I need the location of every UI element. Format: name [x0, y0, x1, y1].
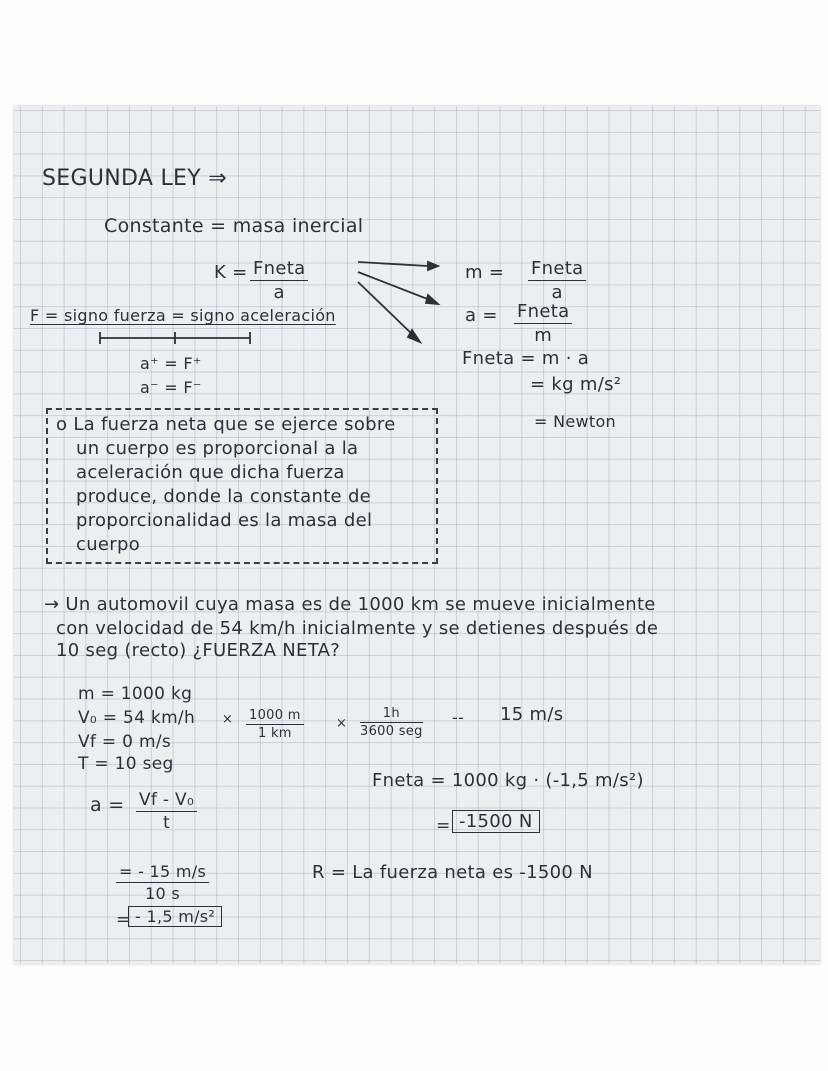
definition-line-2: un cuerpo es proporcional a la: [76, 438, 359, 459]
conversion-eq: --: [452, 708, 465, 727]
accel-fraction: $\frac{\text{Vf - V₀}}{t}$: [136, 790, 197, 833]
conversion-result: 15 m/s: [500, 704, 564, 725]
accel-result-eq: =: [116, 910, 131, 930]
constante-line: Constante = masa inercial: [104, 215, 364, 237]
a-fraction: Fneta m: [514, 301, 572, 346]
definition-line-1: o La fuerza neta que se ejerce sobre: [56, 414, 396, 435]
conversion-times: ×: [222, 712, 234, 727]
accel-result: - 1,5 m/s²: [128, 906, 222, 927]
k-lhs: K =: [214, 262, 248, 283]
definition-line-4: produce, donde la constante de: [76, 486, 372, 507]
data-vf: Vf = 0 m/s: [78, 732, 172, 752]
a-lhs: a =: [465, 305, 498, 326]
newton-line: = Newton: [534, 412, 616, 431]
data-time: T = 10 seg: [78, 754, 174, 774]
fneta-result: -1500 N: [452, 810, 540, 833]
m-fraction: Fneta a: [528, 258, 586, 303]
signo-line: F = signo fuerza = signo aceleración: [30, 306, 336, 325]
kg-line: = kg m/s²: [530, 374, 622, 395]
m-lhs: m =: [465, 262, 505, 283]
a-plus-line: a⁺ = F⁺: [140, 354, 202, 373]
definition-line-3: aceleración que dicha fuerza: [76, 462, 345, 483]
page-title: SEGUNDA LEY ⇒: [42, 166, 227, 191]
data-v0: V₀ = 54 km/h: [78, 708, 196, 728]
problem-line-3: 10 seg (recto) ¿FUERZA NETA?: [56, 640, 341, 661]
problem-line-2: con velocidad de 54 km/h inicialmente y se detienes después de: [56, 618, 659, 639]
accel-lhs: a =: [90, 794, 125, 816]
title-arrow: ⇒: [208, 166, 227, 191]
accel-step: $\frac{= - 15 m/s}{10 s}$: [116, 862, 209, 903]
conversion-fraction-1: $\frac{1000 m}{1 km}$: [246, 708, 304, 741]
fneta-equation: Fneta = m · a: [462, 348, 590, 369]
problem-line-1: → Un automovil cuya masa es de 1000 km se mueve inicialmente: [44, 594, 656, 615]
definition-line-5: proporcionalidad es la masa del: [76, 510, 373, 531]
data-mass: m = 1000 kg: [78, 684, 193, 704]
fneta-calculation: Fneta = 1000 kg · (-1,5 m/s²): [372, 770, 644, 791]
definition-line-6: cuerpo: [76, 534, 141, 555]
answer-line: R = La fuerza neta es -1500 N: [312, 862, 593, 883]
conversion-times-2: ×: [336, 716, 348, 731]
fneta-result-eq: =: [436, 816, 451, 836]
k-fraction: Fneta a: [250, 258, 308, 303]
conversion-fraction-2: 1h 3600 seg: [360, 706, 423, 739]
a-minus-line: a⁻ = F⁻: [140, 378, 202, 397]
